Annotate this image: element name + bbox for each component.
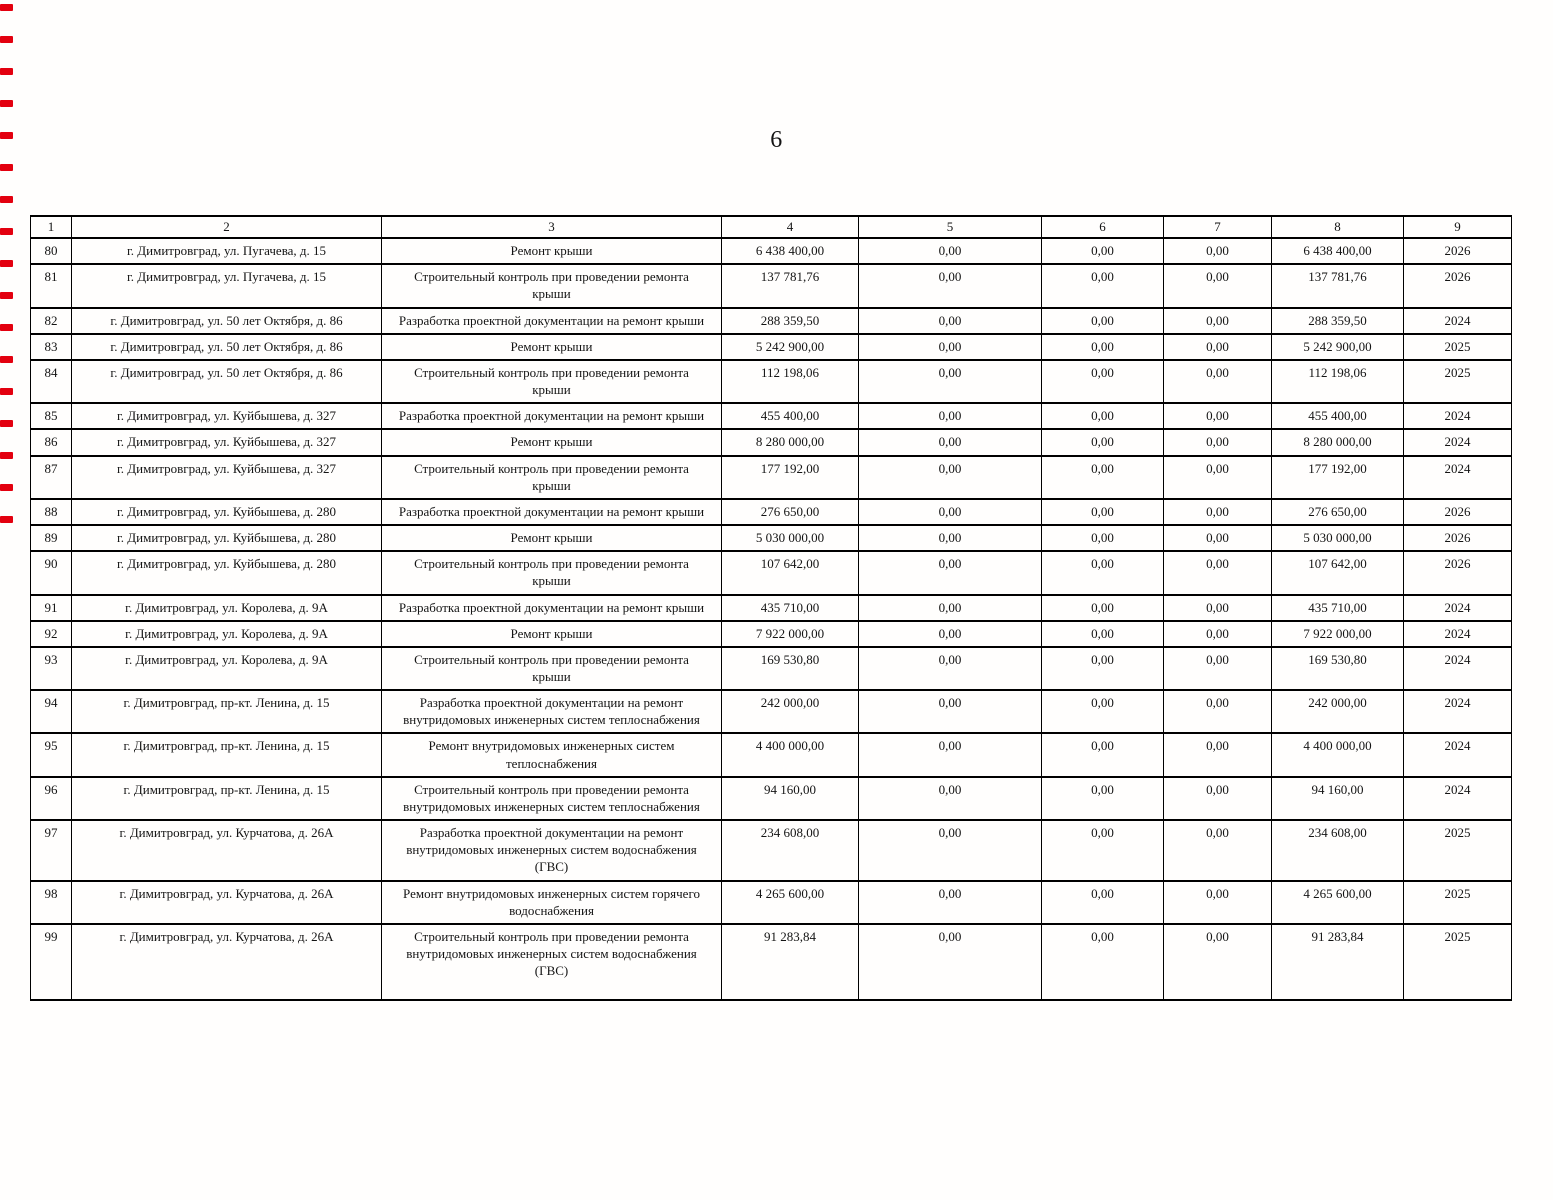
- red-margin-mark: [0, 516, 13, 523]
- address-cell: г. Димитровград, ул. Королева, д. 9А: [72, 647, 382, 690]
- amount-col8-cell: 276 650,00: [1272, 499, 1404, 525]
- year-cell: 2025: [1404, 334, 1512, 360]
- row-number-cell: 86: [31, 429, 72, 455]
- work-description-cell: Разработка проектной документации на ремонт крыши: [382, 595, 722, 621]
- amount-col7-cell: 0,00: [1164, 308, 1272, 334]
- amount-col8-cell: 107 642,00: [1272, 551, 1404, 594]
- amount-col5-cell: 0,00: [859, 308, 1042, 334]
- row-number-cell: 97: [31, 820, 72, 880]
- amount-col8-cell: 7 922 000,00: [1272, 621, 1404, 647]
- amount-total-cell: 169 530,80: [722, 647, 859, 690]
- amount-col6-cell: 0,00: [1042, 429, 1164, 455]
- column-header: 1: [31, 216, 72, 238]
- year-cell: 2024: [1404, 429, 1512, 455]
- amount-col7-cell: 0,00: [1164, 621, 1272, 647]
- address-cell: г. Димитровград, ул. Курчатова, д. 26А: [72, 924, 382, 1000]
- amount-total-cell: 242 000,00: [722, 690, 859, 733]
- amount-col6-cell: 0,00: [1042, 360, 1164, 403]
- amount-col5-cell: 0,00: [859, 334, 1042, 360]
- table-body: [31, 238, 1512, 1000]
- amount-col8-cell: 177 192,00: [1272, 456, 1404, 499]
- amount-col8-cell: 8 280 000,00: [1272, 429, 1404, 455]
- amount-total-cell: 5 242 900,00: [722, 334, 859, 360]
- amount-col5-cell: 0,00: [859, 595, 1042, 621]
- amount-total-cell: 5 030 000,00: [722, 525, 859, 551]
- amount-col8-cell: 242 000,00: [1272, 690, 1404, 733]
- address-cell: г. Димитровград, ул. Пугачева, д. 15: [72, 238, 382, 264]
- amount-col8-cell: 91 283,84: [1272, 924, 1404, 1000]
- amount-col5-cell: 0,00: [859, 647, 1042, 690]
- column-header: 7: [1164, 216, 1272, 238]
- work-description-cell: Разработка проектной документации на ремонт крыши: [382, 499, 722, 525]
- column-header: 9: [1404, 216, 1512, 238]
- amount-col7-cell: 0,00: [1164, 690, 1272, 733]
- work-description-cell: Строительный контроль при проведении ремонта крыши: [382, 551, 722, 594]
- row-number-cell: 96: [31, 777, 72, 820]
- year-cell: 2026: [1404, 525, 1512, 551]
- red-margin-mark: [0, 100, 13, 107]
- amount-col8-cell: 169 530,80: [1272, 647, 1404, 690]
- row-number-cell: 92: [31, 621, 72, 647]
- row-number-cell: 80: [31, 238, 72, 264]
- amount-col8-cell: 288 359,50: [1272, 308, 1404, 334]
- amount-total-cell: 455 400,00: [722, 403, 859, 429]
- amount-total-cell: 4 400 000,00: [722, 733, 859, 776]
- amount-col6-cell: 0,00: [1042, 308, 1164, 334]
- table-row: [31, 881, 1512, 924]
- column-header: 5: [859, 216, 1042, 238]
- row-number-cell: 95: [31, 733, 72, 776]
- column-header: 2: [72, 216, 382, 238]
- amount-col5-cell: 0,00: [859, 777, 1042, 820]
- amount-col6-cell: 0,00: [1042, 647, 1164, 690]
- red-margin-mark: [0, 36, 13, 43]
- work-description-cell: Ремонт крыши: [382, 621, 722, 647]
- table-row: [31, 264, 1512, 307]
- year-cell: 2026: [1404, 551, 1512, 594]
- address-cell: г. Димитровград, ул. 50 лет Октября, д. 86: [72, 334, 382, 360]
- red-margin-mark: [0, 420, 13, 427]
- address-cell: г. Димитровград, ул. Курчатова, д. 26А: [72, 820, 382, 880]
- amount-col6-cell: 0,00: [1042, 499, 1164, 525]
- address-cell: г. Димитровград, ул. Куйбышева, д. 327: [72, 403, 382, 429]
- work-description-cell: Разработка проектной документации на ремонт крыши: [382, 403, 722, 429]
- amount-col7-cell: 0,00: [1164, 360, 1272, 403]
- amount-total-cell: 177 192,00: [722, 456, 859, 499]
- amount-col7-cell: 0,00: [1164, 334, 1272, 360]
- amount-col7-cell: 0,00: [1164, 733, 1272, 776]
- red-margin-mark: [0, 196, 13, 203]
- table-row: [31, 595, 1512, 621]
- table-row: [31, 621, 1512, 647]
- red-margin-mark: [0, 484, 13, 491]
- amount-col5-cell: 0,00: [859, 733, 1042, 776]
- table-row: [31, 924, 1512, 1000]
- amount-col5-cell: 0,00: [859, 499, 1042, 525]
- table-row: [31, 777, 1512, 820]
- amount-col8-cell: 137 781,76: [1272, 264, 1404, 307]
- amount-total-cell: 7 922 000,00: [722, 621, 859, 647]
- amount-col7-cell: 0,00: [1164, 551, 1272, 594]
- amount-total-cell: 234 608,00: [722, 820, 859, 880]
- year-cell: 2025: [1404, 881, 1512, 924]
- work-description-cell: Строительный контроль при проведении ремонта крыши: [382, 647, 722, 690]
- amount-col6-cell: 0,00: [1042, 238, 1164, 264]
- amount-col5-cell: 0,00: [859, 456, 1042, 499]
- address-cell: г. Димитровград, ул. Курчатова, д. 26А: [72, 881, 382, 924]
- table-row: [31, 820, 1512, 880]
- row-number-cell: 83: [31, 334, 72, 360]
- amount-col5-cell: 0,00: [859, 360, 1042, 403]
- amount-col6-cell: 0,00: [1042, 595, 1164, 621]
- address-cell: г. Димитровград, ул. Королева, д. 9А: [72, 595, 382, 621]
- row-number-cell: 98: [31, 881, 72, 924]
- amount-col6-cell: 0,00: [1042, 456, 1164, 499]
- year-cell: 2024: [1404, 456, 1512, 499]
- column-header: 3: [382, 216, 722, 238]
- amount-total-cell: 107 642,00: [722, 551, 859, 594]
- amount-col6-cell: 0,00: [1042, 334, 1164, 360]
- amount-total-cell: 8 280 000,00: [722, 429, 859, 455]
- row-number-cell: 87: [31, 456, 72, 499]
- work-description-cell: Ремонт крыши: [382, 429, 722, 455]
- work-description-cell: Ремонт крыши: [382, 238, 722, 264]
- work-description-cell: Строительный контроль при проведении ремонта крыши: [382, 360, 722, 403]
- row-number-cell: 85: [31, 403, 72, 429]
- year-cell: 2024: [1404, 647, 1512, 690]
- amount-col6-cell: 0,00: [1042, 820, 1164, 880]
- column-header: 8: [1272, 216, 1404, 238]
- red-margin-mark: [0, 68, 13, 75]
- row-number-cell: 82: [31, 308, 72, 334]
- year-cell: 2024: [1404, 690, 1512, 733]
- scan-artifact-marks: [0, 0, 20, 560]
- table-row: [31, 499, 1512, 525]
- year-cell: 2024: [1404, 777, 1512, 820]
- amount-total-cell: 91 283,84: [722, 924, 859, 1000]
- amount-col6-cell: 0,00: [1042, 924, 1164, 1000]
- work-description-cell: Разработка проектной документации на ремонт внутридомовых инженерных систем теплоснабжения: [382, 690, 722, 733]
- amount-col6-cell: 0,00: [1042, 525, 1164, 551]
- table-row: [31, 334, 1512, 360]
- red-margin-mark: [0, 388, 13, 395]
- amount-total-cell: 288 359,50: [722, 308, 859, 334]
- amount-col7-cell: 0,00: [1164, 820, 1272, 880]
- amount-col5-cell: 0,00: [859, 881, 1042, 924]
- address-cell: г. Димитровград, ул. 50 лет Октября, д. 86: [72, 360, 382, 403]
- address-cell: г. Димитровград, ул. Куйбышева, д. 280: [72, 551, 382, 594]
- amount-col7-cell: 0,00: [1164, 647, 1272, 690]
- address-cell: г. Димитровград, ул. Пугачева, д. 15: [72, 264, 382, 307]
- column-header: 4: [722, 216, 859, 238]
- amount-col6-cell: 0,00: [1042, 264, 1164, 307]
- work-description-cell: Разработка проектной документации на ремонт внутридомовых инженерных систем водоснабжения (ГВС): [382, 820, 722, 880]
- amount-col5-cell: 0,00: [859, 621, 1042, 647]
- red-margin-mark: [0, 4, 13, 11]
- year-cell: 2024: [1404, 621, 1512, 647]
- amount-col6-cell: 0,00: [1042, 403, 1164, 429]
- amount-col8-cell: 234 608,00: [1272, 820, 1404, 880]
- work-description-cell: Ремонт внутридомовых инженерных систем теплоснабжения: [382, 733, 722, 776]
- row-number-cell: 81: [31, 264, 72, 307]
- work-description-cell: Строительный контроль при проведении ремонта внутридомовых инженерных систем водоснабжения (ГВС): [382, 924, 722, 1000]
- year-cell: 2026: [1404, 499, 1512, 525]
- amount-col7-cell: 0,00: [1164, 403, 1272, 429]
- amount-col8-cell: 5 242 900,00: [1272, 334, 1404, 360]
- amount-col7-cell: 0,00: [1164, 456, 1272, 499]
- year-cell: 2024: [1404, 308, 1512, 334]
- amount-col5-cell: 0,00: [859, 551, 1042, 594]
- address-cell: г. Димитровград, пр-кт. Ленина, д. 15: [72, 733, 382, 776]
- amount-col8-cell: 455 400,00: [1272, 403, 1404, 429]
- work-description-cell: Строительный контроль при проведении ремонта крыши: [382, 264, 722, 307]
- table-row: [31, 690, 1512, 733]
- table-row: [31, 360, 1512, 403]
- amount-col7-cell: 0,00: [1164, 525, 1272, 551]
- amount-col8-cell: 6 438 400,00: [1272, 238, 1404, 264]
- amount-total-cell: 276 650,00: [722, 499, 859, 525]
- amount-col5-cell: 0,00: [859, 820, 1042, 880]
- header-row: [31, 216, 1512, 238]
- page-number: 6: [770, 127, 783, 153]
- amount-col8-cell: 435 710,00: [1272, 595, 1404, 621]
- row-number-cell: 89: [31, 525, 72, 551]
- amount-col8-cell: 94 160,00: [1272, 777, 1404, 820]
- amount-total-cell: 112 198,06: [722, 360, 859, 403]
- red-margin-mark: [0, 164, 13, 171]
- year-cell: 2025: [1404, 820, 1512, 880]
- address-cell: г. Димитровград, ул. Куйбышева, д. 280: [72, 499, 382, 525]
- table-row: [31, 551, 1512, 594]
- table-row: [31, 238, 1512, 264]
- row-number-cell: 88: [31, 499, 72, 525]
- amount-col6-cell: 0,00: [1042, 690, 1164, 733]
- amount-col5-cell: 0,00: [859, 264, 1042, 307]
- amount-col8-cell: 5 030 000,00: [1272, 525, 1404, 551]
- year-cell: 2024: [1404, 403, 1512, 429]
- address-cell: г. Димитровград, ул. Куйбышева, д. 327: [72, 429, 382, 455]
- red-margin-mark: [0, 324, 13, 331]
- column-header: 6: [1042, 216, 1164, 238]
- amount-col5-cell: 0,00: [859, 525, 1042, 551]
- work-description-cell: Ремонт крыши: [382, 525, 722, 551]
- address-cell: г. Димитровград, пр-кт. Ленина, д. 15: [72, 690, 382, 733]
- work-description-cell: Ремонт внутридомовых инженерных систем горячего водоснабжения: [382, 881, 722, 924]
- amount-col6-cell: 0,00: [1042, 881, 1164, 924]
- amount-col6-cell: 0,00: [1042, 551, 1164, 594]
- row-number-cell: 91: [31, 595, 72, 621]
- table-row: [31, 733, 1512, 776]
- table-row: [31, 429, 1512, 455]
- red-margin-mark: [0, 356, 13, 363]
- amount-col7-cell: 0,00: [1164, 499, 1272, 525]
- red-margin-mark: [0, 452, 13, 459]
- amount-col7-cell: 0,00: [1164, 777, 1272, 820]
- table-row: [31, 403, 1512, 429]
- amount-col8-cell: 4 265 600,00: [1272, 881, 1404, 924]
- row-number-cell: 84: [31, 360, 72, 403]
- address-cell: г. Димитровград, пр-кт. Ленина, д. 15: [72, 777, 382, 820]
- table-row: [31, 525, 1512, 551]
- amount-col6-cell: 0,00: [1042, 777, 1164, 820]
- amount-total-cell: 94 160,00: [722, 777, 859, 820]
- work-description-cell: Ремонт крыши: [382, 334, 722, 360]
- amount-col5-cell: 0,00: [859, 924, 1042, 1000]
- year-cell: 2026: [1404, 264, 1512, 307]
- table-header: [31, 216, 1512, 238]
- year-cell: 2024: [1404, 733, 1512, 776]
- address-cell: г. Димитровград, ул. Куйбышева, д. 327: [72, 456, 382, 499]
- amount-col5-cell: 0,00: [859, 690, 1042, 733]
- amount-col7-cell: 0,00: [1164, 429, 1272, 455]
- year-cell: 2024: [1404, 595, 1512, 621]
- red-margin-mark: [0, 228, 13, 235]
- amount-col5-cell: 0,00: [859, 238, 1042, 264]
- red-margin-mark: [0, 292, 13, 299]
- amount-total-cell: 435 710,00: [722, 595, 859, 621]
- red-margin-mark: [0, 260, 13, 267]
- address-cell: г. Димитровград, ул. Королева, д. 9А: [72, 621, 382, 647]
- row-number-cell: 93: [31, 647, 72, 690]
- amount-total-cell: 137 781,76: [722, 264, 859, 307]
- amount-total-cell: 6 438 400,00: [722, 238, 859, 264]
- year-cell: 2026: [1404, 238, 1512, 264]
- amount-col6-cell: 0,00: [1042, 621, 1164, 647]
- table-row: [31, 308, 1512, 334]
- address-cell: г. Димитровград, ул. Куйбышева, д. 280: [72, 525, 382, 551]
- amount-col8-cell: 4 400 000,00: [1272, 733, 1404, 776]
- amount-col6-cell: 0,00: [1042, 733, 1164, 776]
- year-cell: 2025: [1404, 924, 1512, 1000]
- row-number-cell: 94: [31, 690, 72, 733]
- amount-col5-cell: 0,00: [859, 429, 1042, 455]
- address-cell: г. Димитровград, ул. 50 лет Октября, д. 86: [72, 308, 382, 334]
- row-number-cell: 99: [31, 924, 72, 1000]
- table-row: [31, 647, 1512, 690]
- amount-col7-cell: 0,00: [1164, 881, 1272, 924]
- amount-col8-cell: 112 198,06: [1272, 360, 1404, 403]
- work-description-cell: Строительный контроль при проведении ремонта внутридомовых инженерных систем теплоснабжения: [382, 777, 722, 820]
- work-description-cell: Разработка проектной документации на ремонт крыши: [382, 308, 722, 334]
- year-cell: 2025: [1404, 360, 1512, 403]
- amount-col7-cell: 0,00: [1164, 924, 1272, 1000]
- row-number-cell: 90: [31, 551, 72, 594]
- amount-col7-cell: 0,00: [1164, 595, 1272, 621]
- amount-col7-cell: 0,00: [1164, 264, 1272, 307]
- table-row: [31, 456, 1512, 499]
- amount-total-cell: 4 265 600,00: [722, 881, 859, 924]
- work-description-cell: Строительный контроль при проведении ремонта крыши: [382, 456, 722, 499]
- amount-col5-cell: 0,00: [859, 403, 1042, 429]
- repairs-table: [30, 215, 1512, 1001]
- amount-col7-cell: 0,00: [1164, 238, 1272, 264]
